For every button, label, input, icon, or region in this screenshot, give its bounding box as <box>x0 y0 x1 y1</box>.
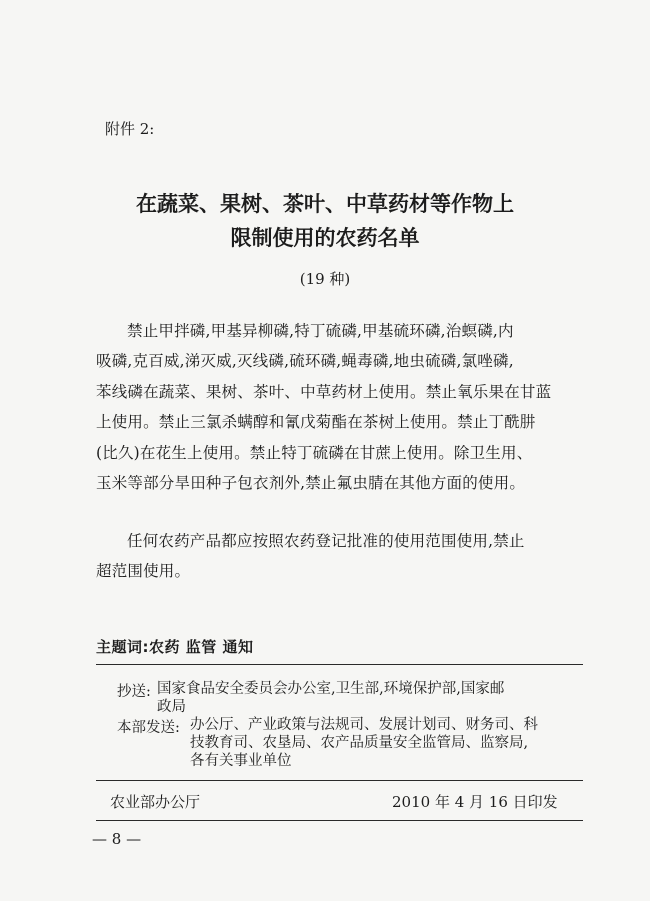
dept-line: 办公厅、产业政策与法规司、发展计划司、财务司、科 <box>190 717 538 733</box>
paragraph-line: 吸磷,克百威,涕灭威,灭线磷,硫环磷,蝇毒磷,地虫硫磷,氯唑磷, <box>96 352 514 371</box>
paragraph-line: 任何农药产品都应按照农药登记批准的使用范围使用,禁止 <box>127 532 525 550</box>
title-line-1: 在蔬菜、果树、茶叶、中草药材等作物上 <box>136 192 514 216</box>
page-number: — 8 — <box>92 830 142 848</box>
divider-middle <box>96 780 583 781</box>
cc-line: 国家食品安全委员会办公室,卫生部,环境保护部,国家邮 <box>157 681 505 697</box>
paragraph-restrictions <box>96 316 582 498</box>
pesticide-count: (19 种) <box>299 270 351 288</box>
cc-recipients <box>157 680 587 716</box>
divider-top <box>96 664 583 665</box>
issue-date: 2010 年 4 月 16 日印发 <box>392 793 558 811</box>
paragraph-scope <box>96 526 582 587</box>
cc-label: 抄送: <box>117 684 151 700</box>
paragraph-line: 超范围使用。 <box>96 562 191 581</box>
dept-line: 技教育司、农垦局、农产品质量安全监管局、监察局, <box>190 735 529 751</box>
issuer: 农业部办公厅 <box>110 793 201 811</box>
paragraph-line: 苯线磷在蔬菜、果树、茶叶、中草药材上使用。禁止氧乐果在甘蓝 <box>96 382 552 401</box>
paragraph-line: 上使用。禁止三氯杀螨醇和氰戊菊酯在茶树上使用。禁止丁酰肼 <box>96 413 536 432</box>
paragraph-line: (比久)在花生上使用。禁止特丁硫磷在甘蔗上使用。除卫生用、 <box>96 443 533 462</box>
attachment-label: 附件 2: <box>105 120 155 138</box>
cc-line: 政局 <box>157 699 186 715</box>
title-line-2: 限制使用的农药名单 <box>230 226 420 250</box>
subject-terms: 主题词:农药 监管 通知 <box>96 638 254 656</box>
divider-bottom <box>96 820 583 821</box>
paragraph-line: 玉米等部分旱田种子包衣剂外,禁止氟虫腈在其他方面的使用。 <box>96 473 526 492</box>
paragraph-line: 禁止甲拌磷,甲基异柳磷,特丁硫磷,甲基硫环磷,治螟磷,内 <box>127 322 514 340</box>
dept-line: 各有关事业单位 <box>190 753 292 769</box>
dept-recipients <box>190 716 590 770</box>
dept-label: 本部发送: <box>117 720 180 736</box>
